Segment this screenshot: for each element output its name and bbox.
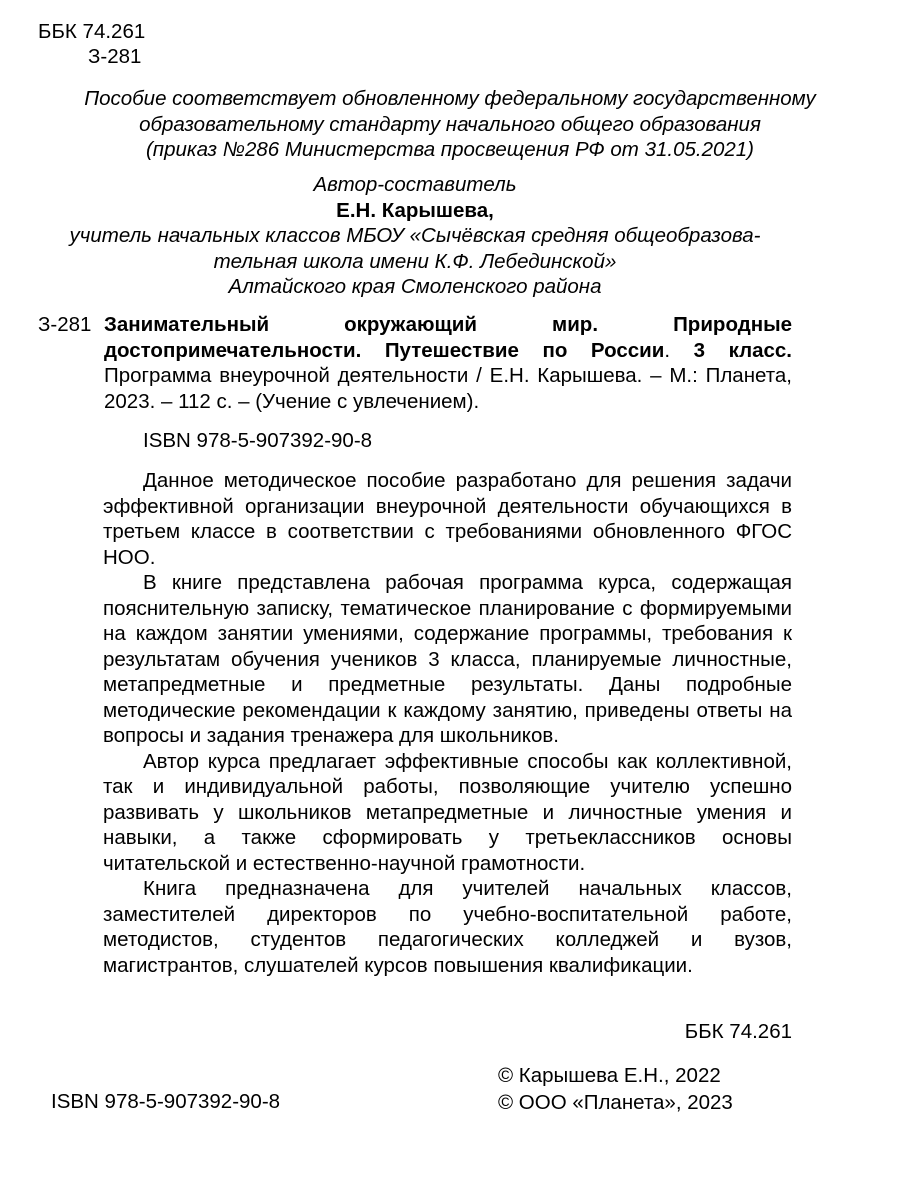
abstract-paragraph: В книге представлена рабочая программа курса, содержащая пояснительную записку, тематическое планирование с формируемыми на каждом занятии умениями, содержание программы, требования к результатам обучения учеников 3 класса, планируемые личностные, метапредметные и предметные результаты. Даны подробные методические рекомендации к каждому занятию, приведены ответы на вопросы и задания тренажера для школьников. bbox=[103, 571, 792, 747]
book-title: Занимательный окружающий мир. Природные достопримечательности. Путешествие по России bbox=[104, 313, 792, 362]
author-role: Автор-составитель bbox=[313, 173, 517, 196]
bibliographic-record bbox=[38, 312, 792, 414]
abstract bbox=[103, 468, 792, 978]
abstract-paragraph: Данное методическое пособие разработано для решения задачи эффективной организации внеурочной деятельности обучающихся в третьем классе в соответствии с требованиями обновленного ФГОС НОО. bbox=[103, 469, 792, 569]
publication-details: Программа внеурочной деятельности / Е.Н. Карышева. – М.: Планета, 2023. – 112 с. – (Учение с увлечением). bbox=[104, 364, 792, 413]
copyright-publisher: © ООО «Планета», 2023 bbox=[498, 1091, 733, 1114]
author-info bbox=[0, 172, 830, 300]
bbk-code: ББК 74.261 bbox=[38, 20, 146, 43]
compliance-line: Пособие соответствует обновленному федеральному государственному bbox=[84, 87, 816, 110]
author-position: учитель начальных классов МБОУ «Сычёвская средняя общеобразова- bbox=[69, 224, 761, 247]
isbn-footer: ISBN 978-5-907392-90-8 bbox=[51, 1090, 281, 1113]
compliance-line: (приказ №286 Министерства просвещения РФ от 31.05.2021) bbox=[145, 138, 755, 161]
abstract-paragraph: Автор курса предлагает эффективные способы как коллективной, так и индивидуальной работы, позволяющие учителю успешно развивать у школьников метапредметные и личностные умения и навыки, а также сформировать у третьеклассников основы читательской и естественно-научной грамотности. bbox=[103, 749, 792, 875]
book-grade: 3 класс. bbox=[693, 338, 792, 362]
author-position: тельная школа имени К.Ф. Лебединской» bbox=[213, 249, 617, 273]
author-position: Алтайского края Смоленского района bbox=[228, 275, 602, 298]
classification-block bbox=[38, 19, 145, 69]
copyright-author: © Карышева Е.Н., 2022 bbox=[498, 1064, 721, 1087]
abstract-paragraph: Книга предназначена для учителей начальных классов, заместителей директоров по учебно-воспитательной работе, методистов, студентов педагогических колледжей и вузов, магистрантов, слушателей курсов повышения квалификации. bbox=[103, 877, 792, 977]
author-name: Е.Н. Карышева, bbox=[336, 198, 494, 222]
copyright-block bbox=[498, 1062, 733, 1116]
bbk-code-footer: ББК 74.261 bbox=[684, 1020, 792, 1043]
author-mark: З-281 bbox=[88, 45, 142, 68]
title-separator: . bbox=[664, 338, 694, 362]
isbn: ISBN 978-5-907392-90-8 bbox=[143, 429, 373, 452]
bibliographic-code: З-281 bbox=[38, 313, 92, 336]
compliance-line: образовательному стандарту начального общего образования bbox=[139, 112, 761, 136]
standard-compliance-note bbox=[0, 86, 900, 163]
bibliographic-description bbox=[104, 312, 792, 414]
